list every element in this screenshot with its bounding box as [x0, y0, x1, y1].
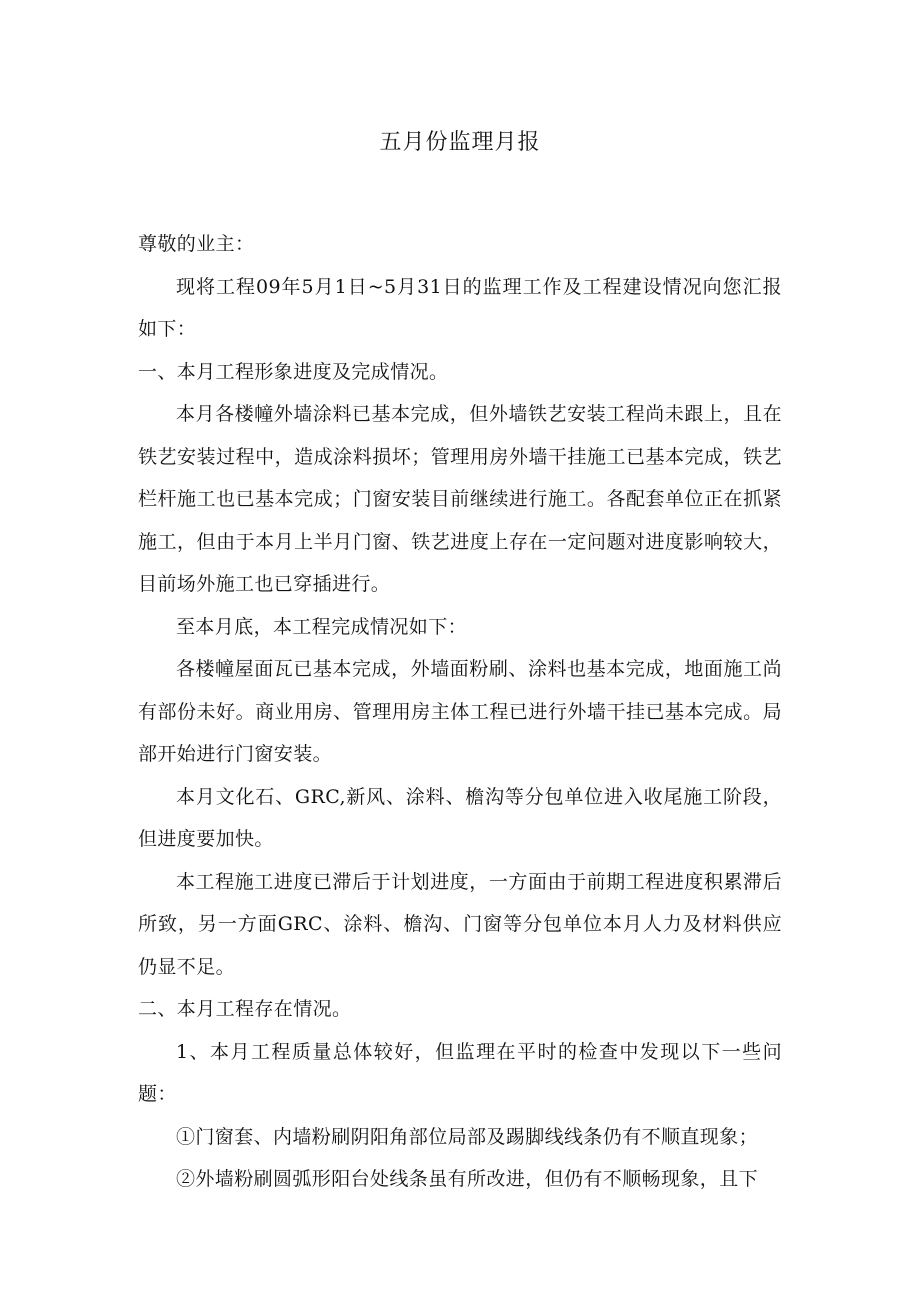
issue-item-1: ①门窗套、内墙粉刷阴阳角部位局部及踢脚线线条仍有不顺直现象；: [176, 1125, 759, 1148]
salutation: 尊敬的业主：: [138, 233, 255, 255]
quality-paragraph: 1、本月工程质量总体较好，但监理在平时的检查中发现以下一些问题：: [138, 1040, 782, 1105]
document-title: 五月份监理月报: [379, 130, 541, 155]
progress-paragraph: 本月各楼幢外墙涂料已基本完成，但外墙铁艺安装工程尚未跟上，且在铁艺安装过程中，造成涂料损坏；管理用房外墙干挂施工已基本完成，铁艺栏杆施工也已基本完成；门窗安装目前继续进行施工。各配套单位正在抓紧施工，但由于本月上半月门窗、铁艺进度上存在一定问题对进度影响较大，目前场外施工也已穿插进行。: [138, 403, 782, 595]
subcontractor-paragraph: 本月文化石、GRC,新风、涂料、檐沟等分包单位进入收尾施工阶段，但进度要加快。: [138, 785, 782, 850]
section-heading-progress: 一、本月工程形象进度及完成情况。: [138, 360, 449, 383]
issue-item-2: ②外墙粉刷圆弧形阳台处线条虽有所改进，但仍有不顺畅现象，且下: [176, 1168, 759, 1190]
delay-paragraph: 本工程施工进度已滞后于计划进度，一方面由于前期工程进度积累滞后所致，另一方面GRC、涂料、檐沟、门窗等分包单位本月人力及材料供应仍显不足。: [138, 870, 782, 978]
completion-intro: 至本月底，本工程完成情况如下：: [176, 615, 468, 638]
section-heading-issues: 二、本月工程存在情况。: [138, 998, 352, 1020]
completion-paragraph: 各楼幢屋面瓦已基本完成，外墙面粉刷、涂料也基本完成，地面施工尚有部份未好。商业用房、管理用房主体工程已进行外墙干挂已基本完成。局部开始进行门窗安装。: [138, 658, 782, 765]
intro-paragraph: 现将工程09年5月1日~5月31日的监理工作及工程建设情况向您汇报如下：: [138, 275, 782, 340]
